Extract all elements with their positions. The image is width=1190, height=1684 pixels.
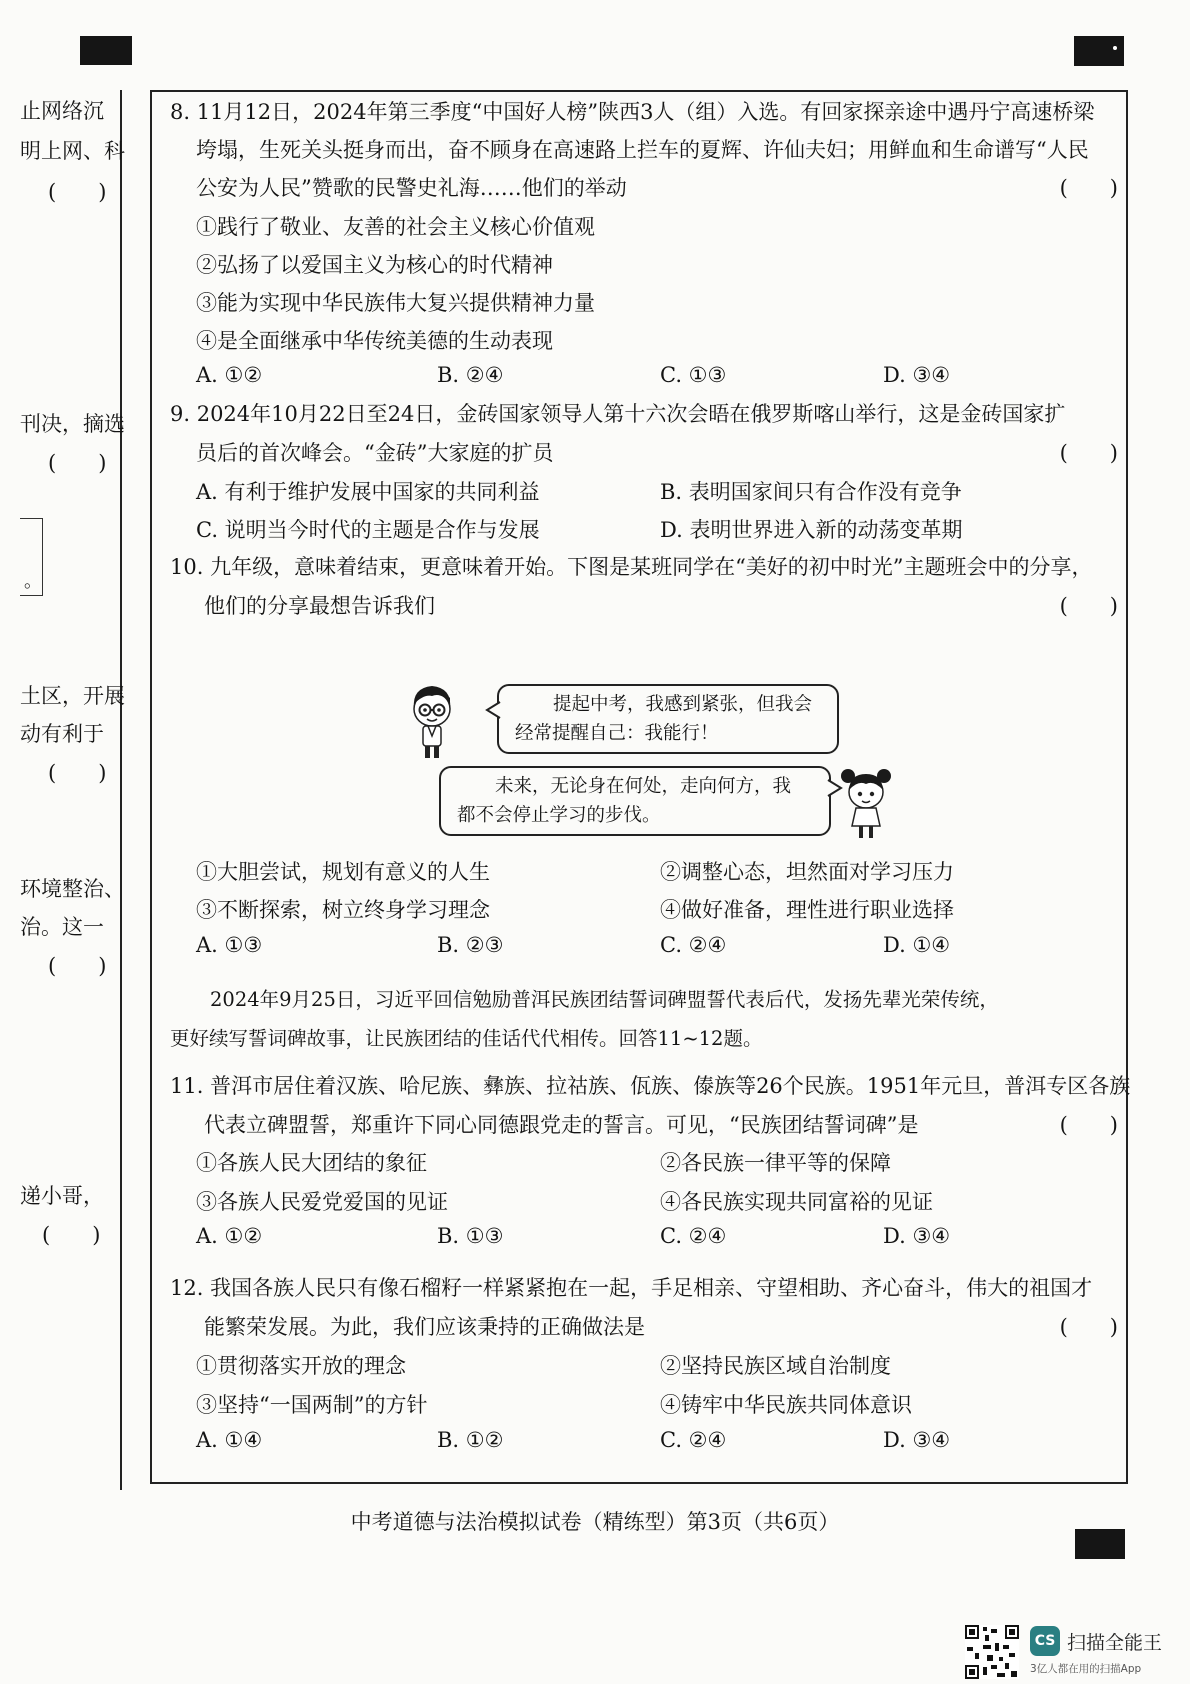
material-line: 更好续写誓词碑故事，让民族团结的佳话代代相传。回答11~12题。 — [170, 1027, 763, 1050]
bubble-text-line: 都不会停止学习的步伐。 — [457, 805, 661, 826]
q12-stem-line: 能繁荣发展。为此，我们应该秉持的正确做法是 — [204, 1315, 645, 1339]
q8-answer-paren: ( ) — [1059, 176, 1118, 200]
strip-answer-paren: ( ) — [48, 954, 107, 978]
strip-answer-paren: ( ) — [48, 451, 107, 475]
strip-fragment: 治。这一 — [20, 915, 104, 939]
q10-option-a: A. ①③ — [196, 933, 263, 957]
strip-fragment: 动有利于 — [20, 722, 104, 746]
strip-border — [120, 90, 122, 1490]
q10-statement: ①大胆尝试，规划有意义的人生 — [196, 860, 490, 884]
q12-option-d: D. ③④ — [883, 1428, 951, 1452]
q10-option-c: C. ②④ — [660, 933, 727, 957]
q11-option-a: A. ①② — [196, 1224, 263, 1248]
q8-statement: ③能为实现中华民族伟大复兴提供精神力量 — [196, 291, 595, 315]
q11-option-b: B. ①③ — [437, 1224, 504, 1248]
q12-statement: ①贯彻落实开放的理念 — [196, 1354, 406, 1378]
q12-option-b: B. ①② — [437, 1428, 504, 1452]
q9-answer-paren: ( ) — [1059, 441, 1118, 465]
q10-answer-paren: ( ) — [1059, 594, 1118, 618]
q10-option-b: B. ②③ — [437, 933, 504, 957]
scanner-app-name: 扫描全能王 — [1067, 1632, 1163, 1654]
strip-fragment: 止网络沉 — [20, 99, 104, 123]
qr-code-icon — [965, 1625, 1019, 1679]
q11-option-d: D. ③④ — [883, 1224, 951, 1248]
q12-statement: ③坚持“一国两制”的方针 — [196, 1393, 428, 1417]
q9-option-b: B. 表明国家间只有合作没有竞争 — [660, 480, 962, 504]
speech-bubble-girl — [439, 766, 831, 836]
q8-statement: ④是全面继承中华传统美德的生动表现 — [196, 329, 553, 353]
q11-statement: ①各族人民大团结的象征 — [196, 1151, 427, 1175]
strip-fragment: 递小哥， — [20, 1184, 104, 1208]
speech-bubble-boy — [497, 684, 839, 754]
q11-statement: ②各民族一律平等的保障 — [660, 1151, 891, 1175]
strip-answer-paren: ( ) — [48, 180, 107, 204]
q12-statement: ④铸牢中华民族共同体意识 — [660, 1393, 912, 1417]
bubble-tail-boy — [485, 700, 501, 720]
q9-stem-line: 9. 2024年10月22日至24日，金砖国家领导人第十六次会晤在俄罗斯喀山举行，这是金砖国家扩 — [170, 402, 1066, 426]
q8-option-c: C. ①③ — [660, 363, 727, 387]
q9-option-c: C. 说明当今时代的主题是合作与发展 — [196, 518, 540, 542]
q10-statement: ②调整心态，坦然面对学习压力 — [660, 860, 954, 884]
strip-answer-paren: ( ) — [48, 761, 107, 785]
q11-option-c: C. ②④ — [660, 1224, 727, 1248]
page-footer: 中考道德与法治模拟试卷（精练型）第3页（共6页） — [350, 1510, 840, 1534]
scanner-tagline: 3亿人都在用的扫描App — [1030, 1663, 1142, 1675]
strip-fragment: 刊决，摘选 — [20, 412, 125, 436]
q9-option-a: A. 有利于维护发展中国家的共同利益 — [196, 480, 540, 504]
bubble-text-line: 未来，无论身在何处，走向何方，我 — [495, 776, 792, 797]
q8-stem-line: 公安为人民”赞歌的民警史礼海……他们的举动 — [196, 176, 627, 200]
q10-option-d: D. ①④ — [883, 933, 951, 957]
q11-stem-line: 11. 普洱市居住着汉族、哈尼族、彝族、拉祜族、佤族、傣族等26个民族。1951年元旦，普洱专区各族 — [170, 1074, 1131, 1098]
q12-statement: ②坚持民族区域自治制度 — [660, 1354, 891, 1378]
q11-statement: ④各民族实现共同富裕的见证 — [660, 1190, 933, 1214]
q12-answer-paren: ( ) — [1059, 1315, 1118, 1339]
q9-option-d: D. 表明世界进入新的动荡变革期 — [660, 518, 963, 542]
strip-fragment: 土区，开展 — [20, 684, 125, 708]
q8-statement: ①践行了敬业、友善的社会主义核心价值观 — [196, 215, 595, 239]
q10-statement: ④做好准备，理性进行职业选择 — [660, 898, 954, 922]
registration-mark-top-right — [1074, 36, 1124, 66]
q12-option-c: C. ②④ — [660, 1428, 727, 1452]
previous-page-strip — [0, 90, 124, 1490]
camscanner-logo-icon: CS — [1030, 1626, 1060, 1656]
q8-option-d: D. ③④ — [883, 363, 951, 387]
q11-answer-paren: ( ) — [1059, 1113, 1118, 1137]
q8-stem-line: 8. 11月12日，2024年第三季度“中国好人榜”陕西3人（组）入选。有回家探亲途中遇丹宁高速桥梁 — [170, 100, 1095, 124]
q8-option-a: A. ①② — [196, 363, 263, 387]
strip-fragment: 环境整治、 — [20, 877, 125, 901]
bubble-text-line: 提起中考，我感到紧张，但我会 — [553, 694, 813, 715]
girl-student-icon — [840, 764, 892, 842]
q10-stem-line: 他们的分享最想告诉我们 — [204, 594, 435, 618]
registration-mark-top-left — [80, 36, 132, 65]
q8-option-b: B. ②④ — [437, 363, 504, 387]
q9-stem-line: 员后的首次峰会。“金砖”大家庭的扩员 — [196, 441, 554, 465]
strip-fragment: 明上网、科 — [20, 139, 125, 163]
q11-statement: ③各族人民爱党爱国的见证 — [196, 1190, 448, 1214]
q8-statement: ②弘扬了以爱国主义为核心的时代精神 — [196, 253, 553, 277]
q8-stem-line: 垮塌，生死关头挺身而出，奋不顾身在高速路上拦车的夏辉、许仙夫妇；用鲜血和生命谱写“人民 — [196, 138, 1089, 162]
q11-stem-line: 代表立碑盟誓，郑重许下同心同德跟党走的誓言。可见，“民族团结誓词碑”是 — [204, 1113, 919, 1137]
strip-box: 。 — [20, 518, 43, 596]
boy-student-icon — [408, 682, 456, 762]
q12-stem-line: 12. 我国各族人民只有像石榴籽一样紧紧抱在一起，手足相亲、守望相助、齐心奋斗，伟大的祖国才 — [170, 1276, 1093, 1300]
strip-answer-paren: ( ) — [42, 1223, 101, 1247]
q12-option-a: A. ①④ — [196, 1428, 263, 1452]
bubble-text-line: 经常提醒自己：我能行！ — [515, 723, 719, 744]
q10-statement: ③不断探索，树立终身学习理念 — [196, 898, 490, 922]
material-line: 2024年9月25日，习近平回信勉励普洱民族团结誓词碑盟誓代表后代，发扬先辈光荣传统， — [210, 988, 999, 1011]
q10-stem-line: 10. 九年级，意味着结束，更意味着开始。下图是某班同学在“美好的初中时光”主题班会中的分享， — [170, 555, 1093, 579]
